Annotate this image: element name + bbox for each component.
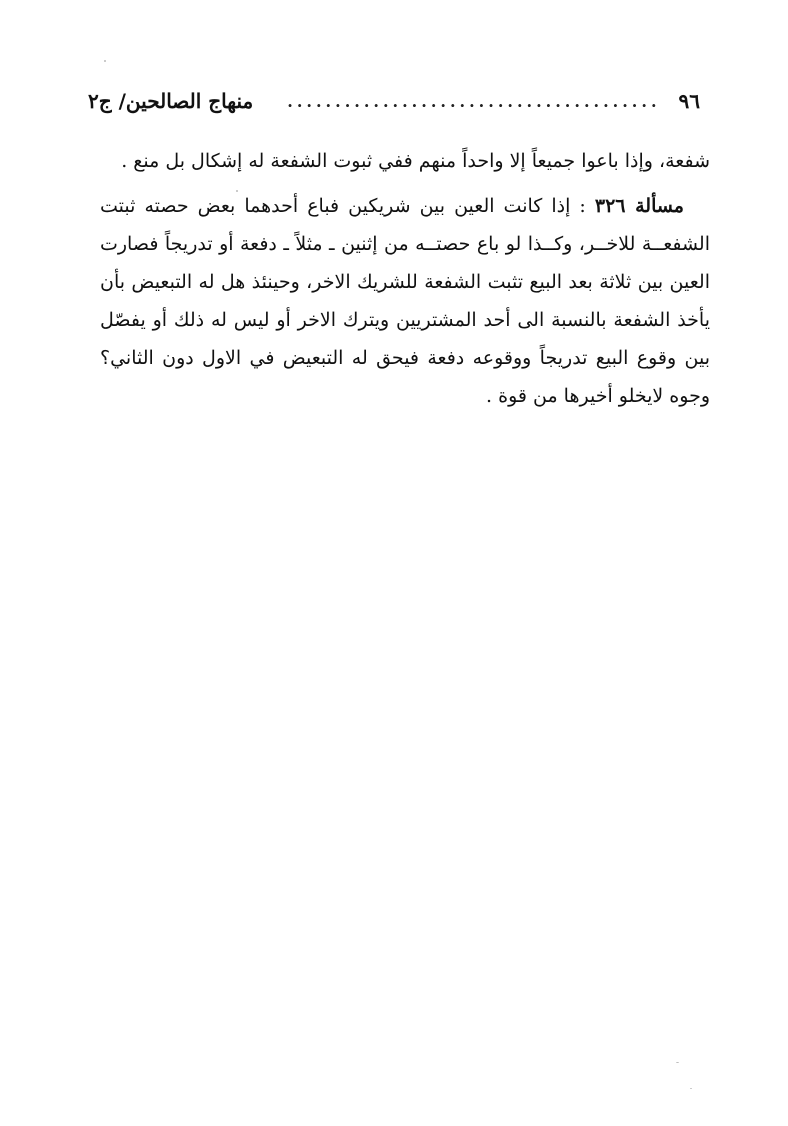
paragraph-issue-326 [100, 187, 710, 415]
dot-leader: ....................................... [287, 91, 661, 111]
running-header [88, 82, 700, 120]
paragraph-continuation: شفعة، وإذا باعوا جميعاً إلا واحداً منهم ففي ثبوت الشفعة له إشكال بل منع . [121, 150, 710, 172]
scan-speck [104, 60, 106, 62]
scan-speck [676, 1062, 679, 1063]
scan-speck [690, 1088, 692, 1089]
body-text [100, 142, 710, 415]
issue-text: : إذا كانت العين بين شريكين فباع أحدهما بعض حصته ثبتت الشفعــة للاخــر، وكــذا لو باع حصتــه من إثنين ـ مثلاً ـ دفعة أو تدريجاً فصارت العين بين ثلاثة بعد البيع تثبت الشفعة للشريك الاخر، وحينئذ هل له التبعيض بأن يأخذ الشفعة بالنسبة الى أحد المشتريين ويترك الاخر أو ليس له ذلك أو يفصّل بين وقوع البيع تدريجاً ووقوعه دفعة فيحق له التبعيض في الاول دون الثاني؟ وجوه لايخلو أخيرها من قوة . [100, 195, 710, 407]
issue-label: مسألة ٣٢٦ [594, 195, 684, 217]
page-number: ٩٦ [678, 89, 700, 113]
scan-speck [236, 190, 238, 192]
book-title: منهاج الصالحين/ ج٢ [88, 89, 254, 113]
